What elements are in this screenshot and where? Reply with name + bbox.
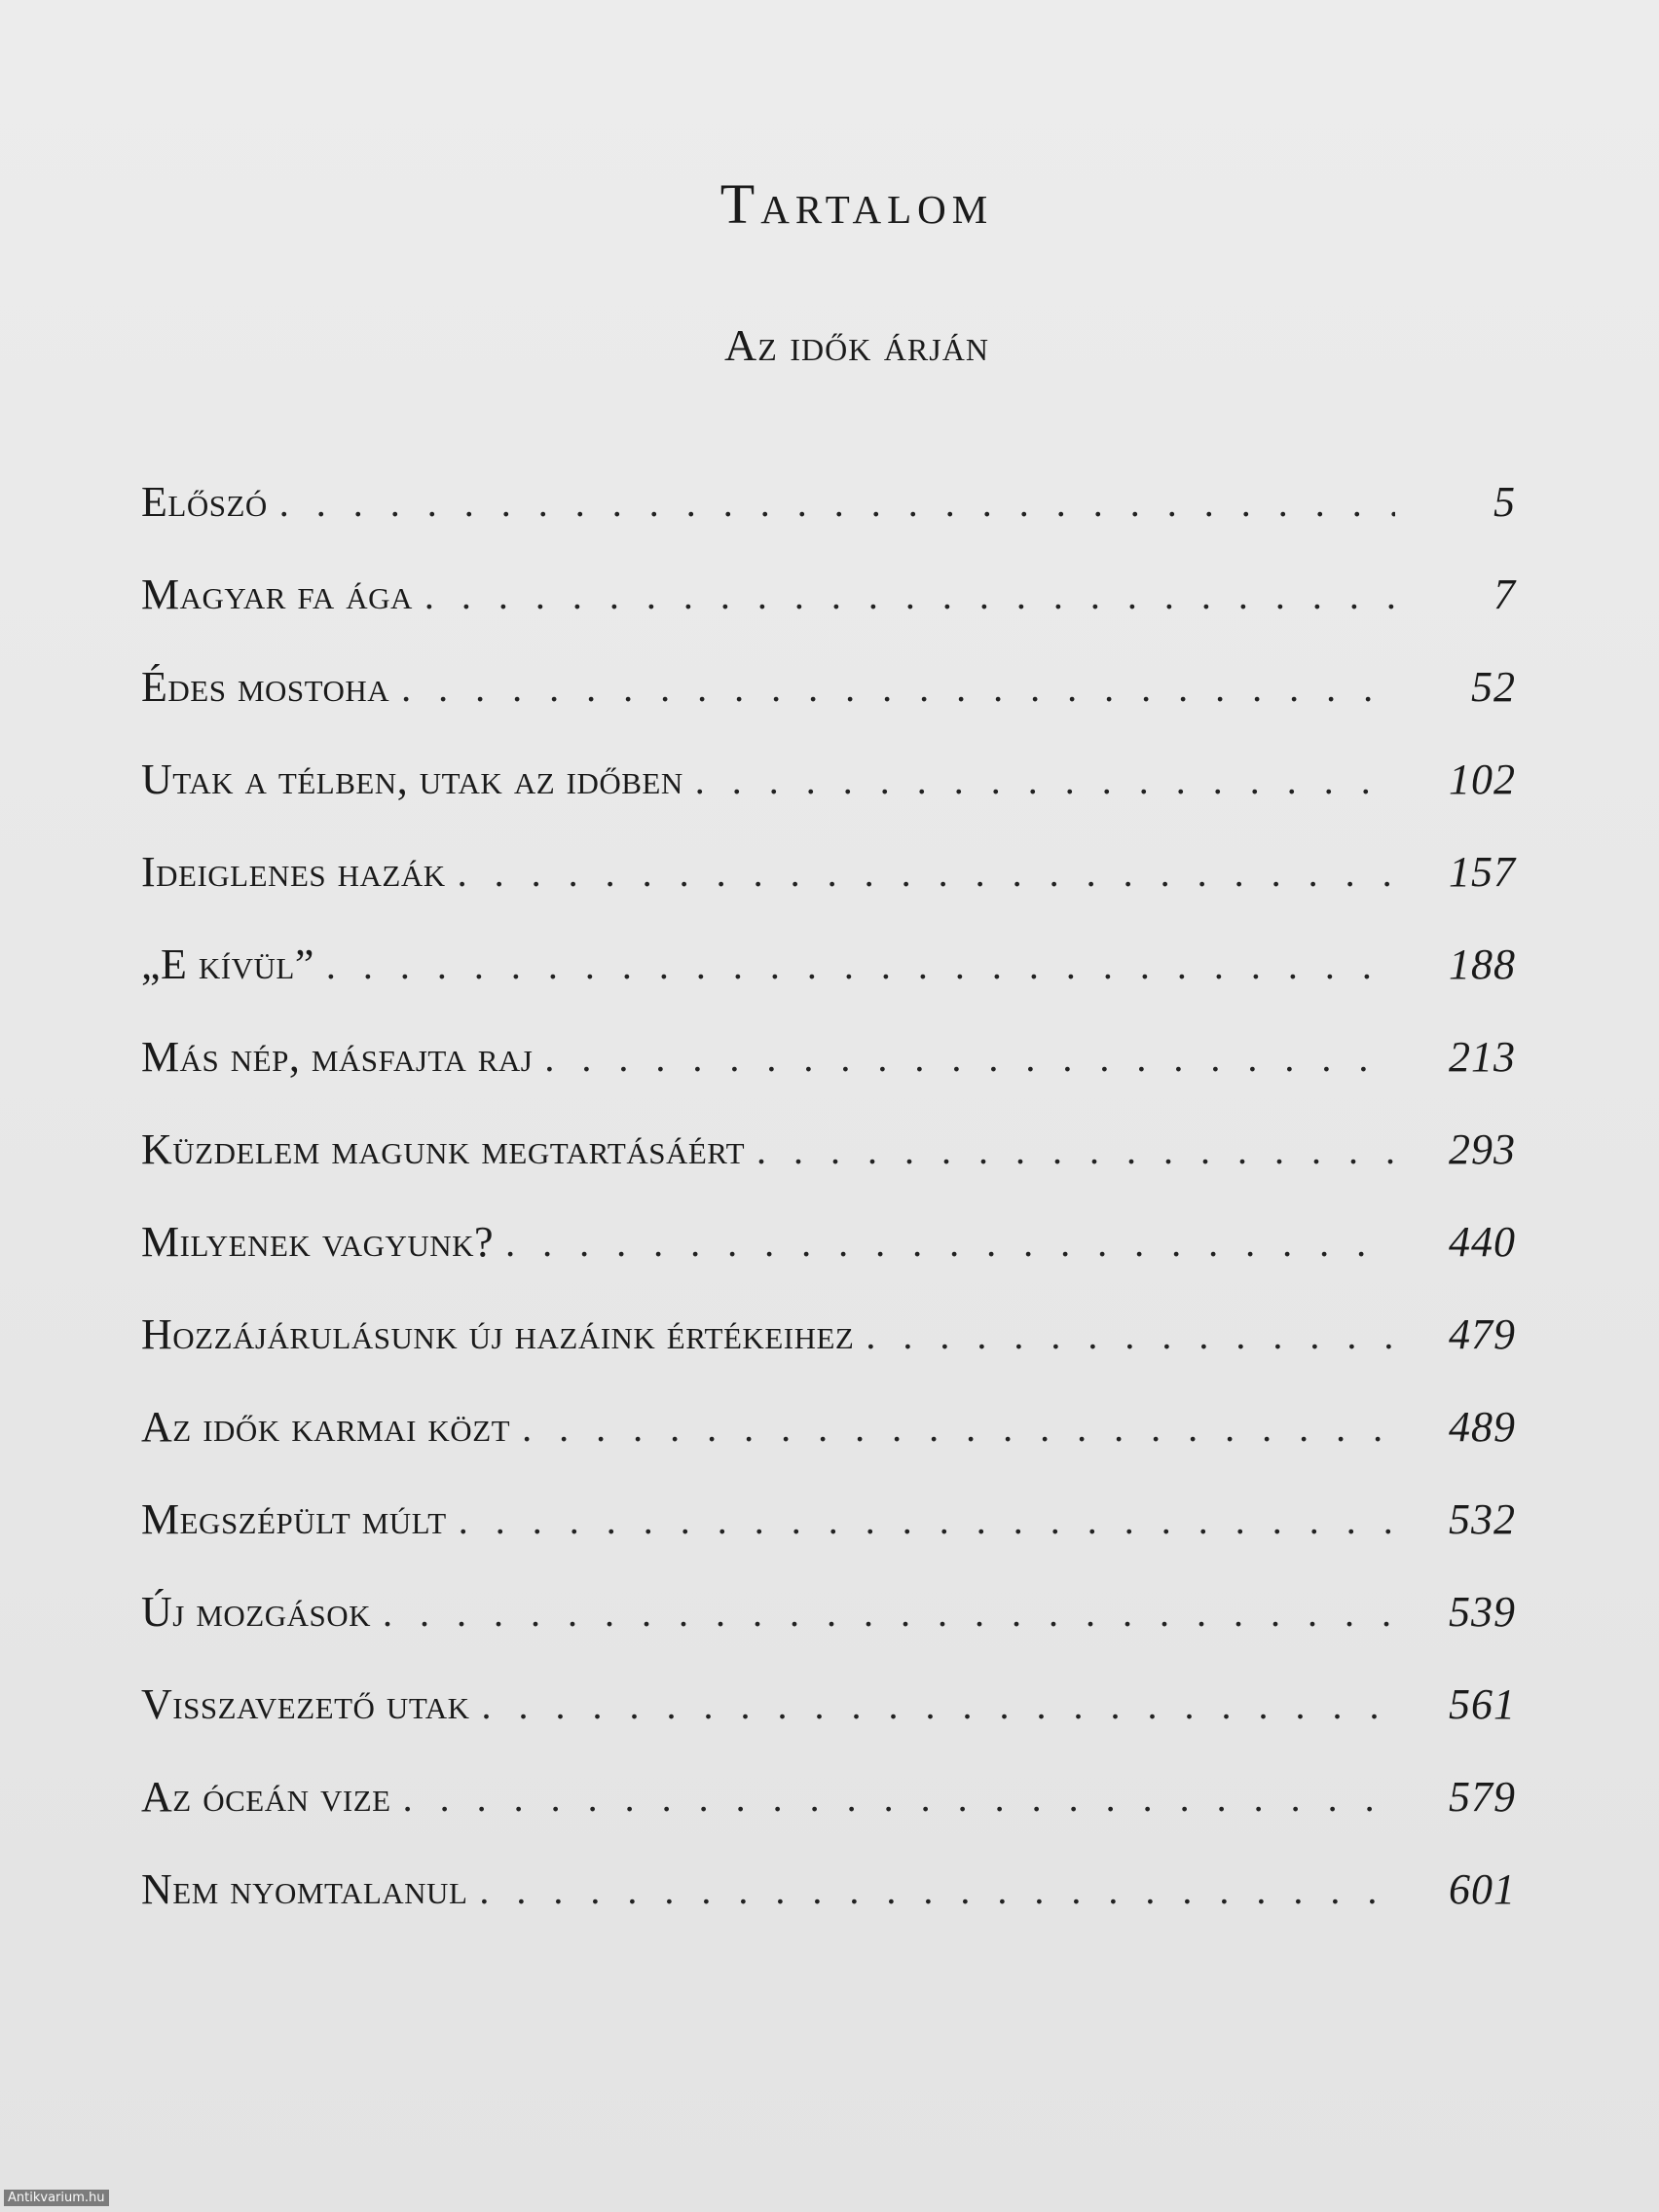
toc-entry-page: 5 bbox=[1493, 478, 1516, 526]
toc-entry bbox=[141, 755, 1516, 847]
toc-entry-label: Az óceán vize bbox=[141, 1773, 391, 1821]
toc-entry-label: Más nép, másfajta raj bbox=[141, 1033, 534, 1081]
toc-entry-page: 479 bbox=[1449, 1310, 1516, 1358]
watermark: Antikvarium.hu bbox=[4, 2190, 109, 2206]
toc-entry bbox=[141, 1217, 1516, 1309]
leader-dots bbox=[326, 942, 1395, 988]
toc-entry-label: Utak a télben, utak az időben bbox=[141, 756, 683, 803]
toc-entry-page: 561 bbox=[1449, 1680, 1516, 1728]
toc-entry-page: 213 bbox=[1449, 1033, 1516, 1081]
toc-entry-label: Ideiglenes hazák bbox=[141, 848, 446, 896]
toc-entry bbox=[141, 1772, 1516, 1864]
toc-entry-page: 7 bbox=[1493, 571, 1516, 618]
leader-dots bbox=[424, 572, 1395, 618]
toc-entry-page: 601 bbox=[1449, 1865, 1516, 1913]
toc-entry-page: 579 bbox=[1449, 1773, 1516, 1821]
toc-entry-page: 188 bbox=[1449, 940, 1516, 988]
toc-entry-page: 532 bbox=[1449, 1495, 1516, 1543]
toc-entry-page: 489 bbox=[1449, 1403, 1516, 1451]
toc-entry-label: Édes mostoha bbox=[141, 663, 390, 711]
leader-dots bbox=[459, 1497, 1395, 1543]
leader-dots bbox=[505, 1220, 1395, 1266]
toc-entry-page: 157 bbox=[1449, 848, 1516, 896]
table-of-contents bbox=[141, 477, 1516, 1957]
toc-entry-page: 440 bbox=[1449, 1218, 1516, 1266]
toc-entry bbox=[141, 940, 1516, 1032]
leader-dots bbox=[479, 1867, 1395, 1913]
toc-entry-page: 102 bbox=[1449, 756, 1516, 803]
leader-dots bbox=[522, 1405, 1395, 1451]
toc-entry bbox=[141, 1679, 1516, 1772]
toc-entry-page: 293 bbox=[1449, 1125, 1516, 1173]
page-title: Tartalom bbox=[719, 172, 994, 236]
toc-entry-label: Milyenek vagyunk? bbox=[141, 1218, 495, 1266]
toc-entry-page: 539 bbox=[1449, 1588, 1516, 1636]
leader-dots bbox=[401, 665, 1395, 711]
toc-entry bbox=[141, 1124, 1516, 1217]
toc-entry-label: Előszó bbox=[141, 478, 268, 526]
section-subtitle: Az idők árján bbox=[724, 320, 989, 370]
leader-dots bbox=[458, 850, 1395, 896]
toc-entry-label: „E kívül” bbox=[141, 940, 314, 988]
leader-dots bbox=[383, 1590, 1395, 1636]
leader-dots bbox=[756, 1127, 1395, 1173]
toc-entry-page: 52 bbox=[1471, 663, 1516, 711]
leader-dots bbox=[403, 1775, 1395, 1821]
toc-entry bbox=[141, 570, 1516, 662]
toc-entry bbox=[141, 1494, 1516, 1587]
leader-dots bbox=[695, 757, 1395, 803]
toc-entry-label: Hozzájárulásunk új hazáink értékeihez bbox=[141, 1310, 855, 1358]
toc-entry bbox=[141, 1864, 1516, 1957]
toc-entry bbox=[141, 477, 1516, 570]
leader-dots bbox=[279, 480, 1395, 526]
leader-dots bbox=[544, 1035, 1395, 1081]
toc-entry-label: Magyar fa ága bbox=[141, 571, 413, 618]
toc-entry bbox=[141, 1402, 1516, 1494]
leader-dots bbox=[482, 1682, 1395, 1728]
leader-dots bbox=[866, 1312, 1395, 1358]
toc-entry-label: Nem nyomtalanul bbox=[141, 1865, 468, 1913]
toc-entry bbox=[141, 1309, 1516, 1402]
toc-entry-label: Visszavezető utak bbox=[141, 1680, 470, 1728]
toc-entry bbox=[141, 1587, 1516, 1679]
toc-entry-label: Új mozgások bbox=[141, 1588, 372, 1636]
toc-entry bbox=[141, 1032, 1516, 1124]
toc-entry bbox=[141, 847, 1516, 940]
toc-entry-label: Megszépült múlt bbox=[141, 1495, 447, 1543]
toc-entry bbox=[141, 662, 1516, 755]
toc-entry-label: Az idők karmai közt bbox=[141, 1403, 511, 1451]
toc-entry-label: Küzdelem magunk megtartásáért bbox=[141, 1125, 746, 1173]
